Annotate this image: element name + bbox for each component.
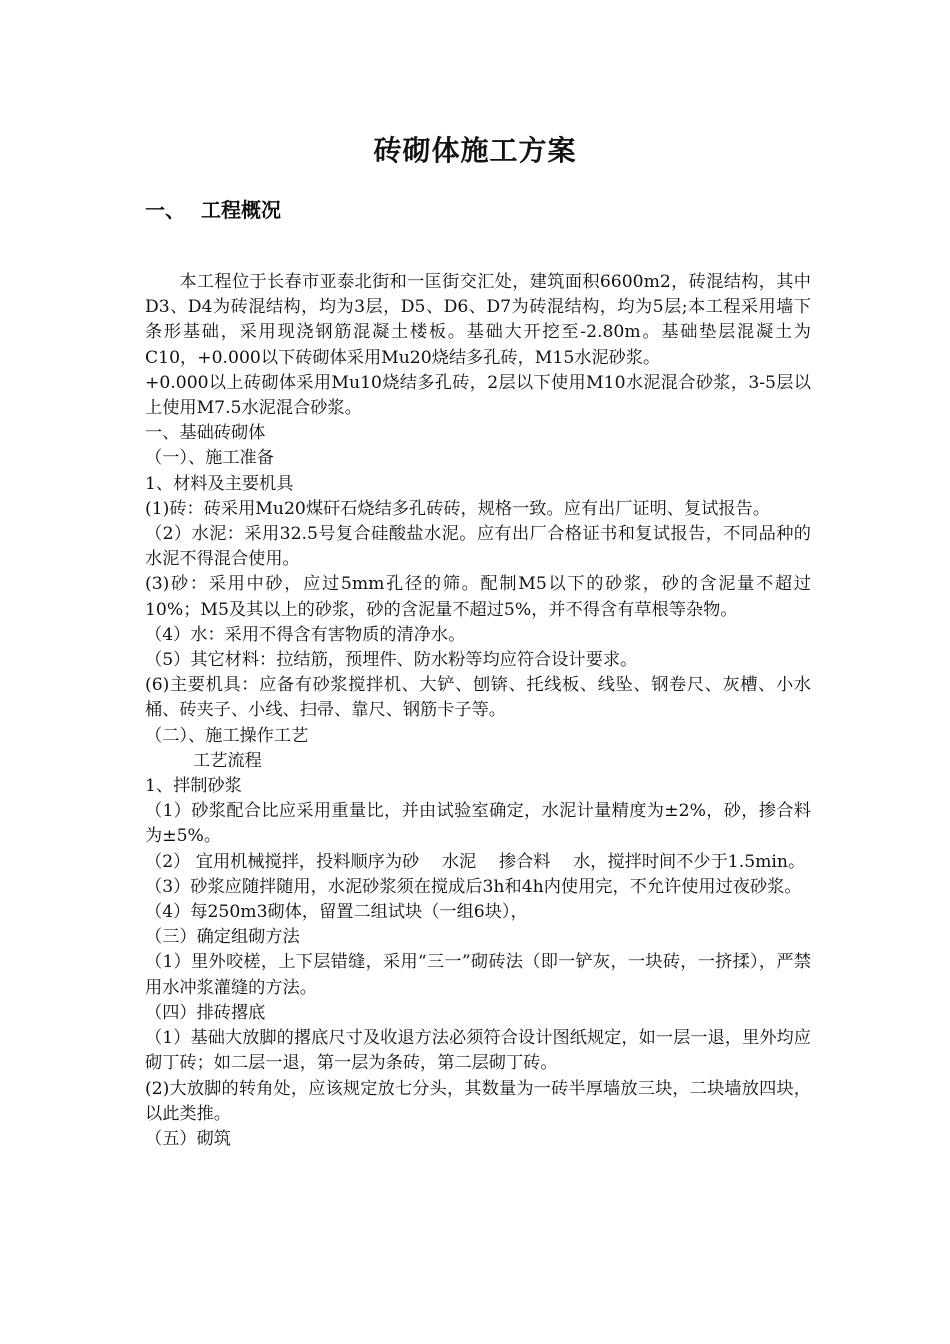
page-title: 砖砌体施工方案 (373, 134, 577, 167)
subheading-operation: （二）、施工操作工艺 (145, 725, 309, 746)
list-item: （1）基础大放脚的撂底尺寸及收退方法必须符合设计图纸规定，如一层一退，里外均应砌丁砖；如二层一退，第一层为条砖，第二层砌丁砖。 (145, 1028, 811, 1074)
list-item: （2） 宜用机械搅拌，投料顺序为砂 水泥 掺合料 水，搅拌时间不少于1.5min。 (145, 851, 806, 872)
subheading-materials: 1、材料及主要机具 (145, 473, 294, 494)
list-item: （1）砂浆配合比应采用重量比，并由试验室确定，水泥计量精度为±2%，砂，掺合料为±5%。 (145, 801, 811, 847)
list-item: (6)主要机具：应备有砂浆搅拌机、大铲、刨锛、托线板、线坠、钢卷尺、灰槽、小水桶、砖夹子、小线、扫帚、靠尺、钢筋卡子等。 (145, 675, 811, 721)
list-item: （5）其它材料：拉结筋，预埋件、防水粉等均应符合设计要求。 (145, 650, 638, 671)
subheading-process-flow: 工艺流程 (193, 750, 262, 771)
subheading-layout: （四）排砖撂底 (145, 1002, 266, 1023)
list-item: （3）砂浆应随拌随用，水泥砂浆须在搅成后3h和4h内使用完，不允许使用过夜砂浆。 (145, 876, 802, 897)
subheading-preparation: （一）、施工准备 (145, 448, 274, 469)
subheading-bond-method: （三）确定组砌方法 (145, 927, 300, 948)
list-item: （1）里外咬槎，上下层错缝，采用“三一”砌砖法（即一铲灰，一块砖，一挤揉），严禁用水冲浆灌缝的方法。 (145, 952, 811, 998)
list-item: （4）每250m3砌体，留置二组试块（一组6块）， (145, 902, 528, 923)
subheading-foundation-masonry: 一、基础砖砌体 (145, 423, 266, 444)
section-title: 工程概况 (201, 198, 281, 222)
overview-paragraph-cont: +0.000以上砖砌体采用Mu10烧结多孔砖，2层以下使用M10水泥混合砂浆，3-5层以上使用M7.5水泥混合砂浆。 (145, 372, 811, 419)
list-item: （4）水：采用不得含有害物质的清净水。 (145, 624, 466, 645)
subheading-laying: （五）砌筑 (145, 1128, 231, 1149)
document-body (145, 270, 811, 1152)
list-item: (3)砂：采用中砂，应过5mm孔径的筛。配制M5以下的砂浆，砂的含泥量不超过10%；M5及其以上的砂浆，砂的含泥量不超过5%，并不得含有草根等杂物。 (145, 574, 811, 620)
list-item: (2)大放脚的转角处，应该规定放七分头，其数量为一砖半厚墙放三块，二块墙放四块，以此类推。 (145, 1078, 811, 1124)
section-number: 一、 (145, 198, 185, 222)
list-item: （2）水泥：采用32.5号复合硅酸盐水泥。应有出厂合格证书和复试报告，不同品种的水泥不得混合使用。 (145, 524, 811, 570)
overview-paragraph: 本工程位于长春市亚泰北街和一匡街交汇处，建筑面积6600m2，砖混结构，其中D3、D4为砖混结构，均为3层，D5、D6、D7为砖混结构，均为5层;本工程采用墙下条形基础，采用现浇钢筋混凝土楼板。基础大开挖至-2.80m。基础垫层混凝土为C10，+0.000以下砖砌体采用Mu20烧结多孔砖，M15水泥砂浆。 (145, 272, 811, 368)
list-item: (1)砖：砖采用Mu20煤矸石烧结多孔砖砖，规格一致。应有出厂证明、复试报告。 (145, 498, 770, 519)
section-heading (145, 195, 281, 225)
subheading-mixing: 1、拌制砂浆 (145, 776, 242, 797)
